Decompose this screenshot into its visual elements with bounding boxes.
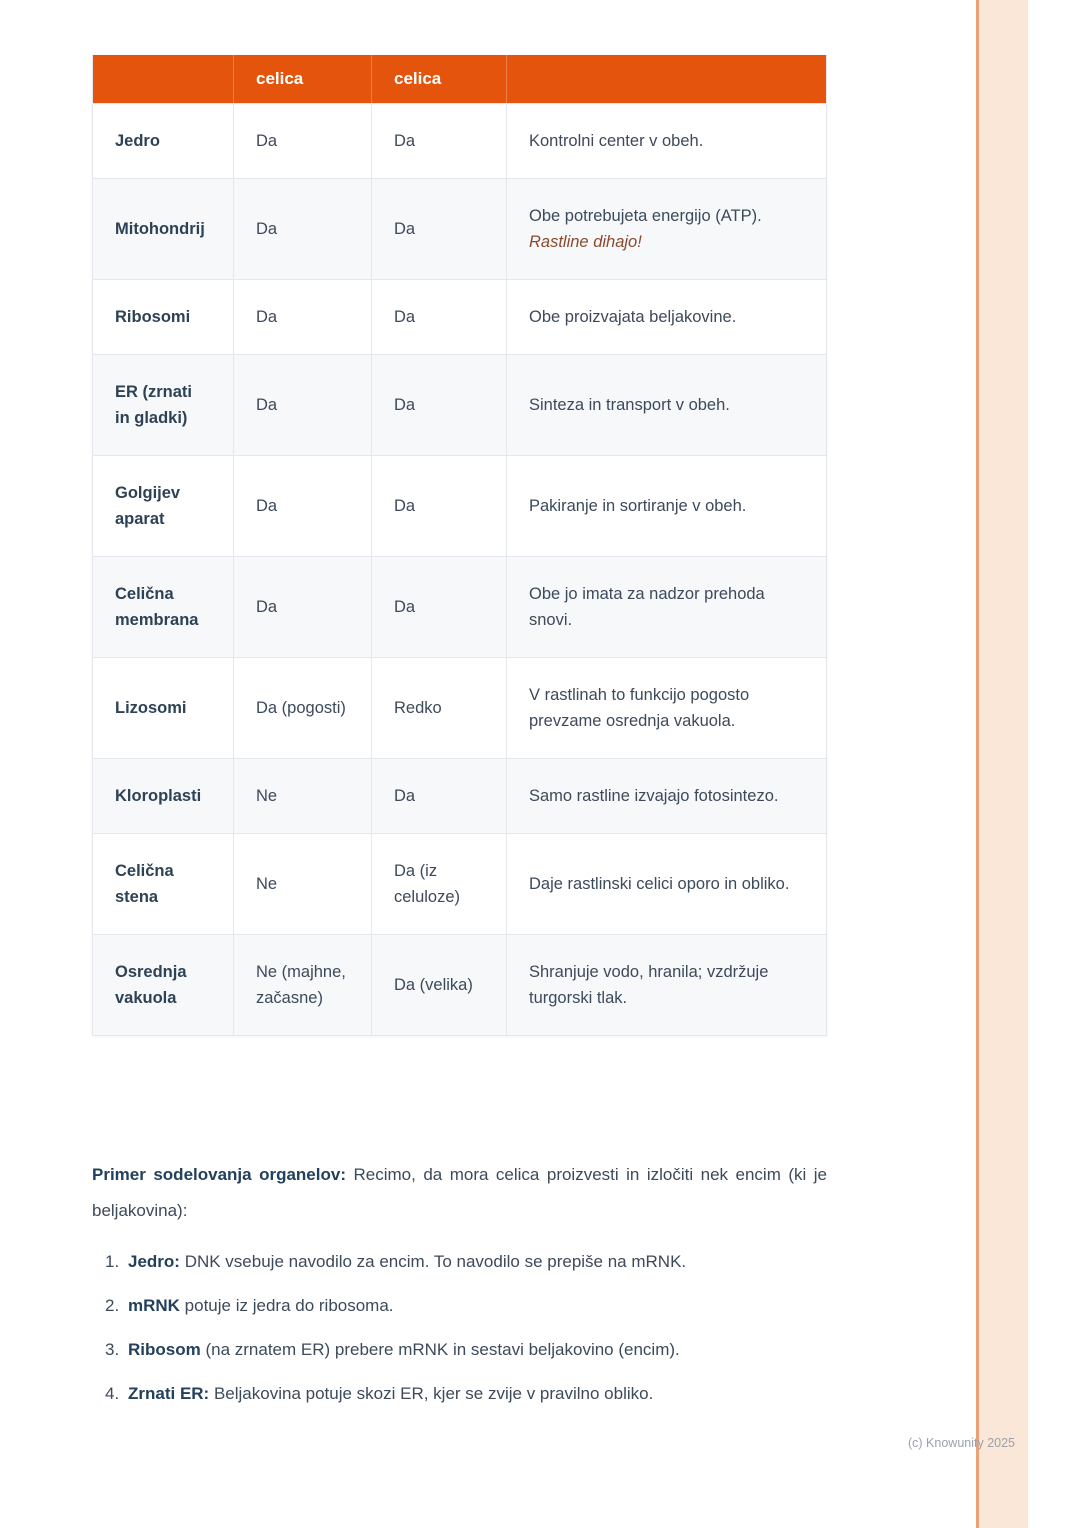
cell-organelle: Osrednja vakuola: [115, 963, 187, 1007]
cell-note: [506, 179, 826, 279]
table-row: [93, 657, 826, 758]
item-text: potuje iz jedra do ribosoma.: [179, 1296, 394, 1315]
note-text: Samo rastline izvajajo fotosintezo.: [529, 787, 779, 805]
table-row: [93, 178, 826, 279]
note-text: Obe jo imata za nadzor prehoda snovi.: [529, 585, 765, 629]
cell-note: [506, 104, 826, 178]
item-text: Beljakovina potuje skozi ER, kjer se zvije v pravilno obliko.: [209, 1384, 654, 1403]
table-row: [93, 556, 826, 657]
cell-col-a: Da: [233, 557, 371, 657]
cell-col-a: Da: [233, 179, 371, 279]
header-cell-note: [506, 55, 826, 103]
cell-organelle: Lizosomi: [115, 699, 187, 717]
header-cell-organelle: [93, 55, 233, 103]
note-text: Sinteza in transport v obeh.: [529, 396, 730, 414]
cell-note: [506, 834, 826, 934]
copyright-text: (c) Knowunity 2025: [908, 1436, 1016, 1450]
cell-col-b: Da: [371, 557, 506, 657]
example-paragraph: [92, 1157, 827, 1229]
cell-col-a: Da (pogosti): [233, 658, 371, 758]
cell-note: [506, 456, 826, 556]
cell-col-a: Da: [233, 104, 371, 178]
item-number: 4.: [105, 1384, 120, 1403]
cell-col-b: Da (iz celuloze): [371, 834, 506, 934]
item-bold: Zrnati ER:: [128, 1384, 210, 1403]
note-italic-text: Rastline dihajo!: [529, 233, 642, 251]
table-row: [93, 758, 826, 833]
cell-organelle: Jedro: [115, 132, 160, 150]
header-cell-celica-1: celica: [233, 55, 371, 103]
item-bold: Jedro:: [128, 1252, 180, 1271]
cell-col-a: Ne: [233, 834, 371, 934]
item-number: 2.: [105, 1296, 120, 1315]
cell-organelle: Ribosomi: [115, 308, 191, 326]
cell-col-a: Ne (majhne, začasne): [233, 935, 371, 1035]
cell-organelle: Kloroplasti: [115, 787, 202, 805]
list-item: [105, 1292, 827, 1319]
cell-note: [506, 759, 826, 833]
table-row: [93, 279, 826, 354]
table-row: [93, 934, 826, 1035]
item-bold: Ribosom: [128, 1340, 201, 1359]
example-paragraph-text: Recimo, da mora celica proizvesti in izločiti nek encim (ki je beljakovina):: [92, 1165, 828, 1220]
organelles-comparison-table: [92, 55, 827, 1036]
example-paragraph-lead: Primer sodelovanja organelov:: [92, 1165, 346, 1184]
header-cell-celica-2: celica: [371, 55, 506, 103]
list-item: [105, 1248, 827, 1275]
note-text: Pakiranje in sortiranje v obeh.: [529, 497, 747, 515]
table-row: [93, 103, 826, 178]
note-text: Obe proizvajata beljakovine.: [529, 308, 737, 326]
cell-note: [506, 935, 826, 1035]
table-row: [93, 833, 826, 934]
item-text: (na zrnatem ER) prebere mRNK in sestavi beljakovino (encim).: [200, 1340, 680, 1359]
item-number: 1.: [105, 1252, 120, 1271]
note-text: Shranjuje vodo, hranila; vzdržuje turgorski tlak.: [529, 963, 769, 1007]
cell-col-a: Ne: [233, 759, 371, 833]
cell-col-b: Da: [371, 456, 506, 556]
cell-col-b: Da (velika): [371, 935, 506, 1035]
process-list: [92, 1248, 827, 1424]
cell-organelle: Golgijev aparat: [115, 484, 181, 528]
note-text: Obe potrebujeta energijo (ATP).: [529, 207, 762, 225]
table-row: [93, 354, 826, 455]
cell-note: [506, 557, 826, 657]
item-text: DNK vsebuje navodilo za encim. To navodilo se prepiše na mRNK.: [179, 1252, 687, 1271]
cell-col-b: Redko: [371, 658, 506, 758]
cell-organelle: ER (zrnati in gladki): [115, 383, 193, 427]
list-item: [105, 1380, 827, 1407]
cell-note: [506, 355, 826, 455]
cell-col-b: Da: [371, 355, 506, 455]
cell-col-b: Da: [371, 759, 506, 833]
note-text: Kontrolni center v obeh.: [529, 132, 704, 150]
item-number: 3.: [105, 1340, 120, 1359]
cell-col-b: Da: [371, 104, 506, 178]
note-text: Daje rastlinski celici oporo in obliko.: [529, 875, 790, 893]
cell-organelle: Mitohondrij: [115, 220, 205, 238]
cell-col-a: Da: [233, 355, 371, 455]
list-item: [105, 1336, 827, 1363]
cell-note: [506, 280, 826, 354]
table-header-row: [93, 55, 826, 103]
cell-col-a: Da: [233, 280, 371, 354]
note-text: V rastlinah to funkcijo pogosto prevzame osrednja vakuola.: [529, 686, 750, 730]
cell-organelle: Celična membrana: [115, 585, 199, 629]
cell-note: [506, 658, 826, 758]
cell-col-b: Da: [371, 280, 506, 354]
cell-col-b: Da: [371, 179, 506, 279]
table-row: [93, 455, 826, 556]
page-edge-stripe: [976, 0, 1028, 1528]
cell-col-a: Da: [233, 456, 371, 556]
item-bold: mRNK: [128, 1296, 180, 1315]
cell-organelle: Celična stena: [115, 862, 174, 906]
